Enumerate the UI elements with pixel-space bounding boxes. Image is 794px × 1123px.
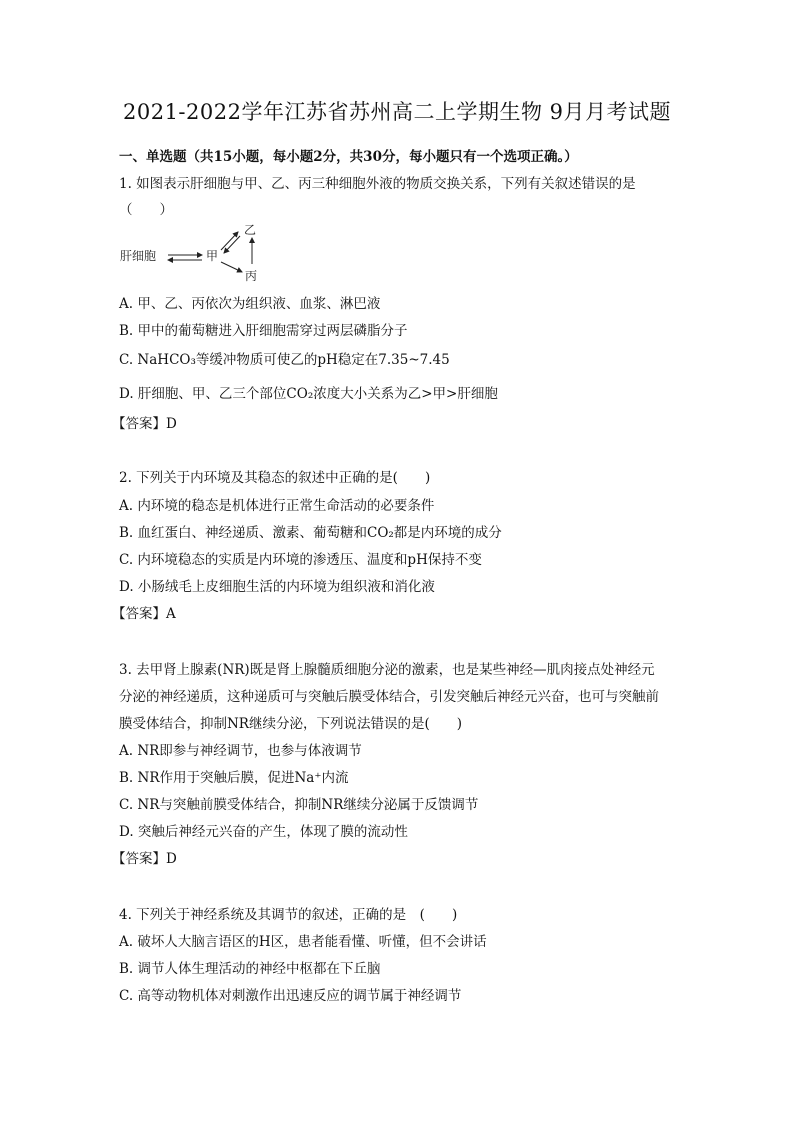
question-4-option-c: C. 高等动物机体对刺激作出迅速反应的调节属于神经调节 (119, 988, 462, 1004)
question-2-option-b: B. 血红蛋白、神经递质、激素、葡萄糖和CO₂都是内环境的成分 (119, 525, 502, 541)
question-4-stem: 4. 下列关于神经系统及其调节的叙述，正确的是 ( ) (119, 907, 458, 923)
diagram-label-bing: 丙 (245, 269, 258, 283)
exchange-diagram (118, 222, 278, 284)
question-3-stem-line-2: 分泌的神经递质，这种递质可与突触后膜受体结合，引发突触后神经元兴奋，也可与突触前 (119, 689, 659, 705)
question-3-option-a: A. NR即参与神经调节，也参与体液调节 (119, 743, 362, 759)
question-2-stem: 2. 下列关于内环境及其稳态的叙述中正确的是( ) (119, 470, 431, 486)
question-2-option-a: A. 内环境的稳态是机体进行正常生命活动的必要条件 (119, 498, 435, 514)
diagram-label-liver-cell: 肝细胞 (120, 249, 157, 263)
question-3-answer: 【答案】D (112, 851, 177, 867)
page-title: 2021-2022学年江苏省苏州高二上学期生物 9月月考试题 (122, 100, 672, 124)
question-3-stem-line-1: 3. 去甲肾上腺素(NR)既是肾上腺髓质细胞分泌的激素，也是某些神经—肌肉接点处神经元 (119, 662, 655, 678)
question-1-stem-line-1: 1. 如图表示肝细胞与甲、乙、丙三种细胞外液的物质交换关系，下列有关叙述错误的是 (119, 176, 636, 192)
question-4-option-b: B. 调节人体生理活动的神经中枢都在下丘脑 (119, 961, 381, 977)
diagram-label-jia: 甲 (206, 249, 219, 263)
question-4-option-a: A. 破坏人大脑言语区的H区，患者能看懂、听懂，但不会讲话 (119, 934, 487, 950)
question-1-option-b: B. 甲中的葡萄糖进入肝细胞需穿过两层磷脂分子 (119, 323, 408, 339)
question-3-option-d: D. 突触后神经元兴奋的产生，体现了膜的流动性 (119, 824, 408, 840)
question-2-option-d: D. 小肠绒毛上皮细胞生活的内环境为组织液和消化液 (119, 579, 435, 595)
question-2-option-c: C. 内环境稳态的实质是内环境的渗透压、温度和pH保持不变 (119, 552, 482, 568)
diagram-label-yi: 乙 (244, 223, 257, 237)
question-3-option-c: C. NR与突触前膜受体结合，抑制NR继续分泌属于反馈调节 (119, 797, 479, 813)
question-1-option-a: A. 甲、乙、丙依次为组织液、血浆、淋巴液 (119, 296, 381, 312)
question-3-option-b: B. NR作用于突触后膜，促进Na⁺内流 (119, 770, 349, 786)
question-1-stem-line-2: （ ） (119, 202, 173, 218)
question-3-stem-line-3: 膜受体结合，抑制NR继续分泌，下列说法错误的是( ) (119, 716, 463, 732)
question-2-answer: 【答案】A (112, 606, 176, 622)
section-heading: 一、单选题（共15小题，每小题2分，共30分，每小题只有一个选项正确。） (119, 149, 578, 165)
question-1-option-d: D. 肝细胞、甲、乙三个部位CO₂浓度大小关系为乙>甲>肝细胞 (119, 386, 498, 402)
arrow-jia-to-bing (221, 262, 242, 272)
question-1-option-c: C. NaHCO₃等缓冲物质可使乙的pH稳定在7.35~7.45 (119, 352, 450, 368)
question-1-answer: 【答案】D (112, 416, 177, 432)
